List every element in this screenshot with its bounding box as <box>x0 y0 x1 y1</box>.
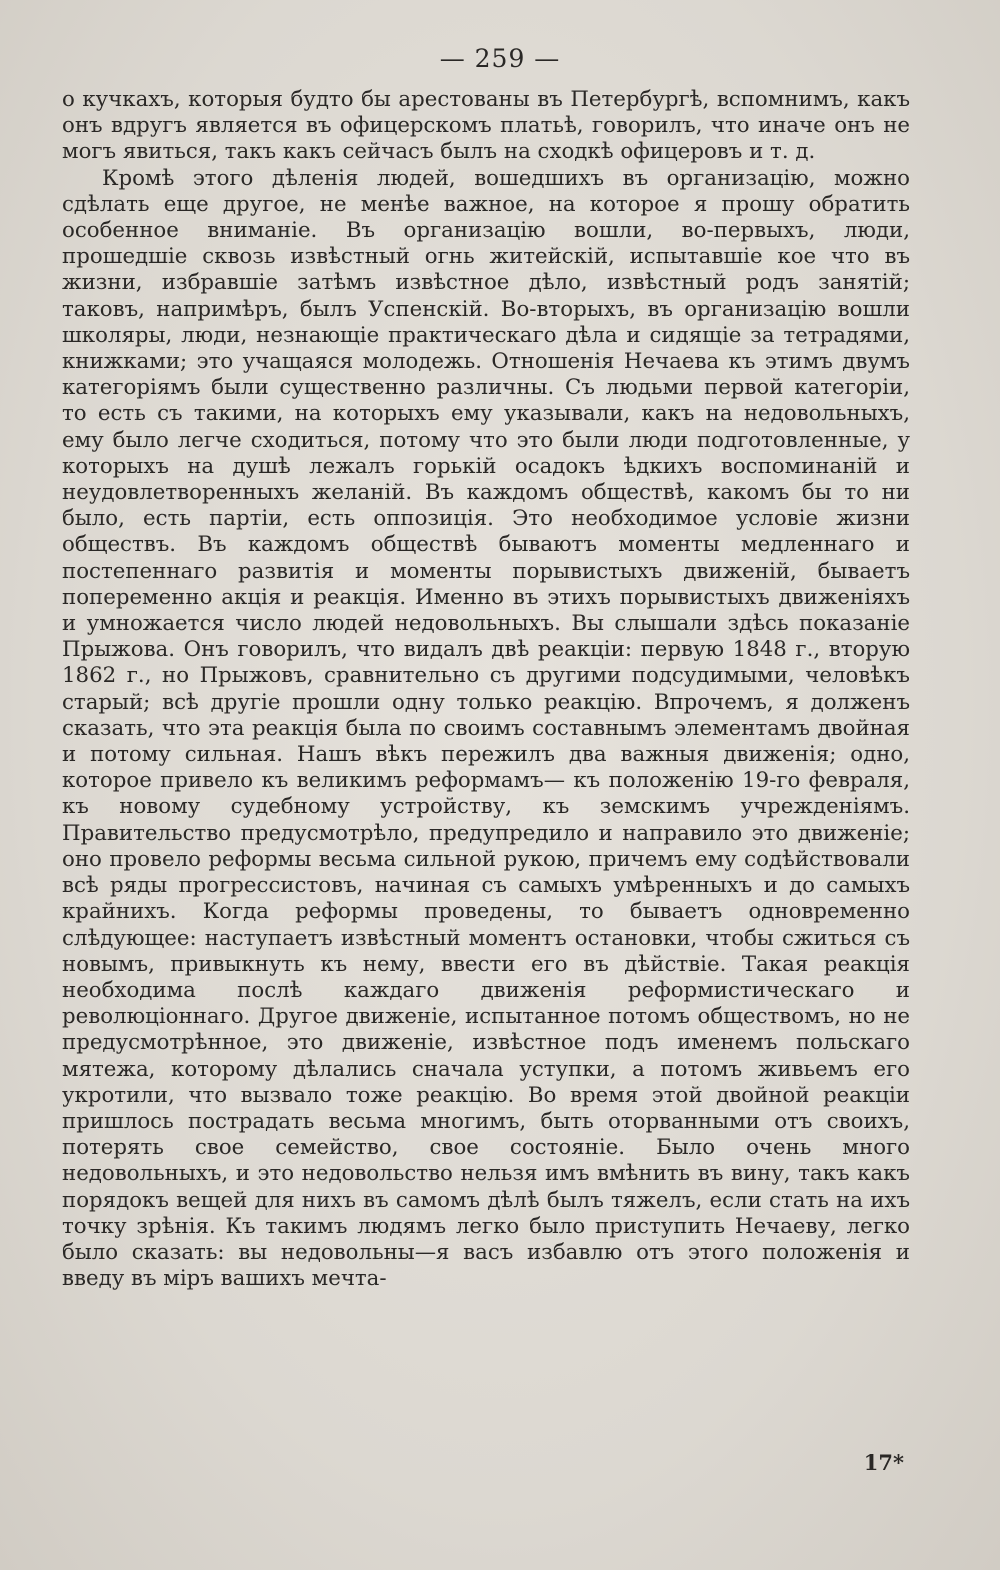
paragraph-2: Кромѣ этого дѣленія людей, вошедшихъ въ организацію, можно сдѣлать еще другое, не менѣе важное, на которое я прошу обратить особенное вниманіе. Въ организацію вошли, во-первыхъ, люди, прошедшіе сквозь извѣстный огнь житейскій, испытавшіе кое что въ жизни, избравшіе затѣмъ извѣстное дѣло, извѣстный родъ занятій; таковъ, напримѣръ, былъ Успенскій. Во-вторыхъ, въ организацію вошли школяры, люди, незнающіе практическаго дѣла и сидящіе за тетрадями, книжками; это учащаяся молодежь. Отношенія Нечаева къ этимъ двумъ категоріямъ были существенно различны. Съ людьми первой категоріи, то есть съ такими, на которыхъ ему указывали, какъ на недовольныхъ, ему было легче сходиться, потому что это были люди подготовленные, у которыхъ на душѣ лежалъ горькій осадокъ ѣдкихъ воспоминаній и неудовлетворенныхъ желаній. Въ каждомъ обществѣ, какомъ бы то ни было, есть партіи, есть оппозиція. Это необходимое условіе жизни обществъ. Въ каждомъ обществѣ бываютъ моменты медленнаго и постепеннаго развитія и моменты порывистыхъ движеній, бываетъ попеременно акція и реакція. Именно въ этихъ порывистыхъ движеніяхъ и умножается число людей недовольныхъ. Вы слышали здѣсь показаніе Прыжова. Онъ говорилъ, что видалъ двѣ реакціи: первую 1848 г., вторую 1862 г., но Прыжовъ, сравнительно съ другими подсудимыми, человѣкъ старый; всѣ другіе прошли одну только реакцію. Впрочемъ, я долженъ сказать, что эта реакція была по своимъ составнымъ элементамъ двойная и потому сильная. Нашъ вѣкъ пережилъ два важныя движенія; одно, которое привело къ великимъ реформамъ— къ положенію 19-го февраля, къ новому судебному устройству, къ земскимъ учрежденіямъ. Правительство предусмотрѣло, предупредило и направило это движеніе; оно провело реформы весьма сильной рукою, причемъ ему содѣйствовали всѣ ряды прогрессистовъ, начиная съ самыхъ умѣренныхъ и до самыхъ крайнихъ. Когда реформы проведены, то бываетъ одновременно слѣдующее: наступаетъ извѣстный моментъ остановки, чтобы сжиться съ новымъ, привыкнуть къ нему, ввести его въ дѣйствіе. Такая реакція необходима послѣ каждаго движенія реформистическаго и революціоннаго. Другое движеніе, испытанное потомъ обществомъ, но не предусмотрѣнное, это движеніе, извѣстное подъ именемъ польскаго мятежа, которому дѣлались сначала уступки, а потомъ живьемъ его укротили, что вызвало тоже реакцію. Во время этой двойной реакціи пришлось пострадать весьма многимъ, быть оторванными отъ своихъ, потерять свое семейство, свое состояніе. Было очень много недовольныхъ, и это недовольство нельзя имъ вмѣнить въ вину, такъ какъ порядокъ вещей для нихъ въ самомъ дѣлѣ былъ тяжелъ, если стать на ихъ точку зрѣнія. Къ такимъ людямъ легко было приступить Нечаеву, легко было сказать: вы недовольны—я васъ избавлю отъ этого положенія и введу въ міръ вашихъ мечта- <box>62 165 910 1292</box>
page-number: — 259 — <box>439 44 561 73</box>
signature-mark: 17* <box>863 1450 904 1475</box>
page-body <box>62 87 910 1292</box>
paragraph-1: о кучкахъ, которыя будто бы арестованы въ Петербургѣ, вспомнимъ, какъ онъ вдругъ является въ офицерскомъ платьѣ, говорилъ, что иначе онъ не могъ явиться, такъ какъ сейчасъ былъ на сходкѣ офицеровъ и т. д. <box>62 87 910 165</box>
